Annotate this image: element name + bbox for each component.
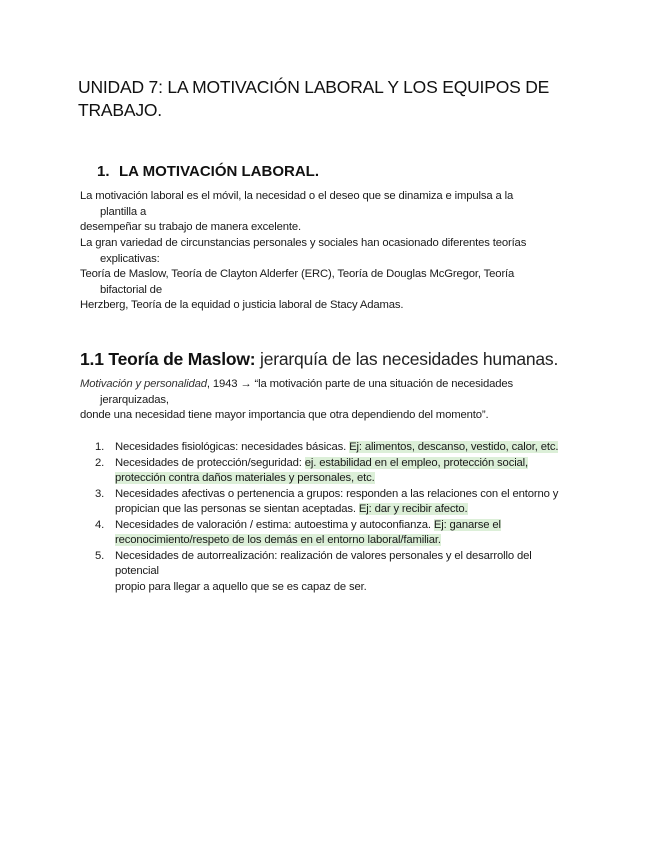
section-1-title: LA MOTIVACIÓN LABORAL. <box>119 163 319 180</box>
unit-title <box>78 76 598 122</box>
list-item-text: Necesidades de valoración / estima: autoestima y autoconfianza. <box>115 518 434 531</box>
text-line: explicativas: <box>100 252 160 265</box>
highlighted-example: Ej: alimentos, descanso, vestido, calor, etc. <box>349 441 559 453</box>
text-line: bifactorial de <box>100 283 162 296</box>
text-line: Teoría de Maslow, Teoría de Clayton Alderfer (ERC), Teoría de Douglas McGregor, Teoría <box>80 268 515 280</box>
text-line: La motivación laboral es el móvil, la necesidad o el deseo que se dinamiza e impulsa a la <box>80 190 514 202</box>
list-item <box>95 549 575 596</box>
section-1-number: 1. <box>97 163 110 180</box>
text-line: desempeñar su trabajo de manera excelente. <box>80 221 302 233</box>
list-item-text: Necesidades fisiológicas: necesidades básicas. <box>115 441 350 453</box>
list-item-number: 2. <box>95 456 105 469</box>
list-item-number: 1. <box>95 441 105 453</box>
highlighted-example: Ej: dar y recibir afecto. <box>358 503 468 515</box>
text-line: Herzberg, Teoría de la equidad o justicia laboral de Stacy Adamas. <box>80 299 404 311</box>
list-item-text: propio para llegar a aquello que se es capaz de ser. <box>115 580 367 593</box>
list-item-number: 3. <box>95 487 105 500</box>
paragraph-theories-list <box>80 267 570 314</box>
section-1-heading <box>97 163 319 181</box>
list-item <box>95 487 575 518</box>
book-title: Motivación y personalidad <box>80 378 207 390</box>
text-line: donde una necesidad tiene mayor importancia que otra dependiendo del momento”. <box>80 409 489 421</box>
maslow-needs-list <box>95 440 575 595</box>
maslow-intro <box>80 377 570 424</box>
text-line: jerarquizadas, <box>100 393 169 406</box>
highlighted-example: ej. estabilidad en el empleo, protección social, protección contra daños materiales y personales, etc. <box>115 456 529 484</box>
list-item <box>95 440 575 456</box>
list-item-number: 4. <box>95 518 105 531</box>
paragraph-theories-intro <box>80 236 570 267</box>
section-1-1-heading <box>80 348 558 370</box>
list-item-text: Necesidades de autorrealización: realización de valores personales y el desarrollo del <box>115 549 532 562</box>
paragraph-definition <box>80 189 570 236</box>
section-1-1-title-bold: 1.1 Teoría de Maslow: <box>80 349 256 369</box>
list-item <box>95 518 575 549</box>
list-item <box>95 456 575 487</box>
highlighted-example: Ej: ganarse el reconocimiento/respeto de los demás en el entorno laboral/familiar. <box>115 518 501 546</box>
section-1-1-title-light: jerarquía de las necesidades humanas. <box>255 349 559 369</box>
unit-title-line-2: TRABAJO. <box>78 100 162 120</box>
list-item-text: Necesidades afectivas o pertenencia a grupos: responden a las relaciones con el entorno y propician que las personas se sientan aceptadas. <box>115 487 559 515</box>
unit-title-line-1: UNIDAD 7: LA MOTIVACIÓN LABORAL Y LOS EQUIPOS DE <box>78 77 550 97</box>
list-item-number: 5. <box>95 549 105 562</box>
text-line: La gran variedad de circunstancias personales y sociales han ocasionado diferentes teorías <box>80 237 527 249</box>
text-line: plantilla a <box>100 205 147 218</box>
text-line: , 1943 → “la motivación parte de una situación de necesidades <box>206 378 513 390</box>
list-item-text: Necesidades de protección/seguridad: <box>115 456 305 469</box>
list-item-text: potencial <box>115 565 159 577</box>
